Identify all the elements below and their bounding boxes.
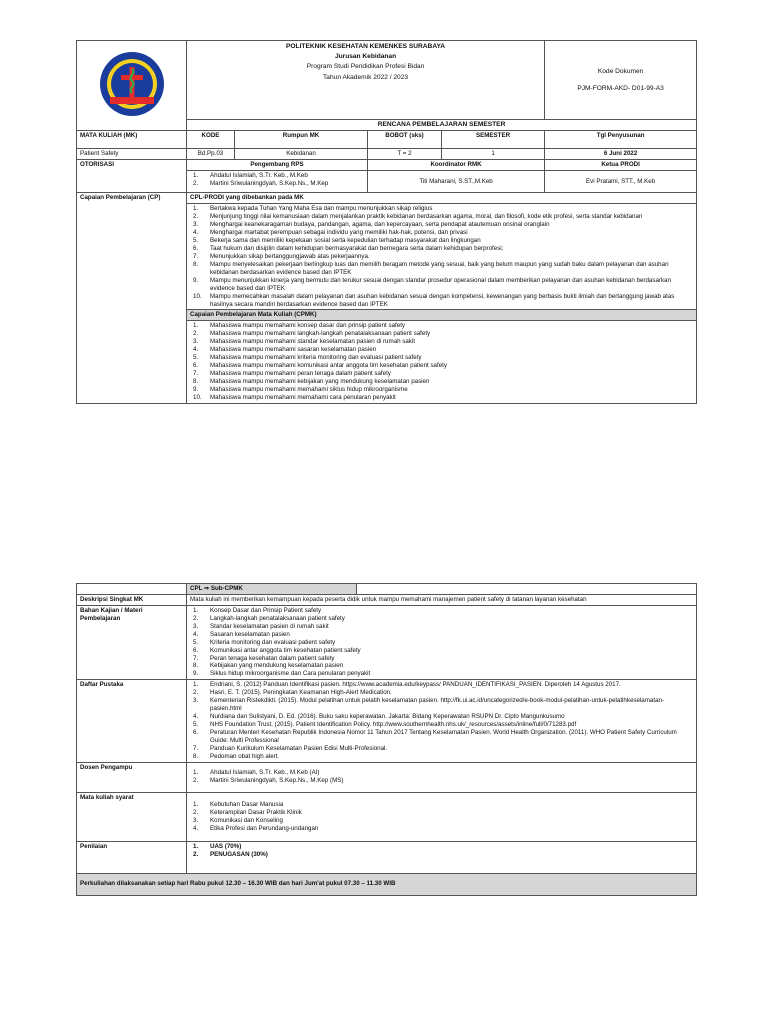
pustaka-item: 5. NHS Foundation Trust. (2015). Patient Identification Policy. http://www.southernhealth.nhs.uk/_resources/assets/inline/full/0/71283.pdf [193, 721, 577, 728]
pustaka-item: 2. Hasri, E. T. (2015). Peningkatan Keamanan High-Alert Medication. [193, 689, 392, 697]
blank-cell [77, 584, 187, 595]
course-kode: Bd.Pp.03 [187, 149, 235, 160]
cpl-prodi-item: 4. Menghargai martabat perempuan sebagai individu yang memiliki hak-hak, potensi, dan privasi [193, 229, 468, 237]
department-name: Jurusan Kebidanan [334, 53, 397, 61]
pustaka-label: Daftar Pustaka [77, 680, 187, 762]
bahan-item: 6. Komunikasi antar anggota tim kesehatan patient safety [193, 646, 361, 654]
schedule-note: Perkuliahan dilaksanakan setiap hari Rabu pukul 12.30 – 16.30 WIB dan hari Jum'at pukul 07.30 – 11.30 WIB [77, 873, 697, 895]
syarat-list [187, 792, 697, 841]
course-tgl: 6 Juni 2022 [545, 149, 697, 160]
pustaka-item: 8. Pedoman obat high alert. [193, 752, 280, 760]
cpl-prodi-list [187, 204, 697, 310]
cpmk-item: 9. Mahasiswa mampu memahami memahami siklus hidup mikroorganisme [193, 385, 408, 393]
bahan-item: 2. Langkah-langkah penatalaksanaan patient safety [193, 614, 345, 622]
cpl-prodi-item: 5. Bekerja sama dan memiliki kepekaan sosial serta kepedulian terhadap masyarakat dan lingkungan [193, 237, 481, 244]
cpmk-item: 2. Mahasiswa mampu memahami langkah-langkah penatalaksanaan patient safety [193, 330, 431, 338]
blank-cell [357, 584, 697, 595]
syarat-item: 1. Kebutuhan Dasar Manusia [193, 800, 284, 808]
rps-detail-table [76, 583, 697, 896]
penilaian-list [187, 841, 697, 873]
col-kode: KODE [187, 131, 235, 149]
bahan-item: 5. Kriteria monitoring dan evaluasi patient safety [193, 638, 336, 646]
academic-year: Tahun Akademik 2022 / 2023 [323, 73, 409, 81]
cpmk-item: 1. Mahasiswa mampu memahami konsep dasar dan prinsip patient safety [193, 322, 406, 330]
ketua-name: Evi Pratami, STT., M.Keb [545, 171, 697, 193]
poltekkes-logo [99, 51, 165, 117]
penilaian-item: 1. UAS (70%) [193, 842, 242, 850]
dosen-list [187, 762, 697, 792]
rps-header-table [76, 40, 697, 404]
penilaian-label: Penilaian [77, 841, 187, 873]
col-semester: SEMESTER [442, 131, 545, 149]
pengembang-label: Pengembang RPS [187, 160, 368, 171]
bahan-label: Bahan Kajian / Materi Pembelajaran [77, 605, 187, 679]
cpl-sub-label: CPL ⇒ Sub-CPMK [187, 584, 357, 595]
cpmk-item: 7. Mahasiswa mampu memahami peran tenaga dalam patient safety [193, 370, 391, 377]
cpl-prodi-item: 1. Bertakwa kepada Tuhan Yang Maha Esa dan mampu menunjukkan sikap religius [193, 205, 433, 213]
cp-label: Capaian Pembelajaran (CP) [77, 193, 187, 403]
bahan-item: 7. Peran tenaga kesehatan dalam patient safety [193, 654, 335, 662]
cpl-prodi-item: 2. Menjunjung tinggi nilai kemanusiaan dalam menjalankan praktik kebidanan berdasarkan agama, moral, dan filosofi, kode etik profesi, serta standar kebidanan [193, 213, 643, 221]
cpl-prodi-item: 7. Menunjukkan sikap bertanggungjawab atas pekerjaannya. [193, 252, 370, 260]
course-name: Patient Safety [77, 149, 187, 160]
dosen-item: 1. Ahdatul Islamiah, S.Tr. Keb., M.Keb (AI) [193, 769, 320, 777]
course-rumpun: Kebidanan [235, 149, 368, 160]
syarat-item: 2. Keterampilan Dasar Praktik Klinik [193, 808, 302, 816]
bahan-item: 1. Konsep Dasar dan Prinsip Patient safety [193, 606, 322, 614]
course-semester: 1 [442, 149, 545, 160]
cpl-prodi-item: 8. Mampu menyelesaikan pekerjaan berlingkup luas dan memilih beragam metode yang sesuai, baik yang belum maupun yang sudah baku dalam pelayanan dan asuhan kebidanan berdasarkan evidence based dan IPTEK [193, 260, 669, 276]
pengembang-list [187, 171, 368, 193]
deskripsi-text: Mata kuliah ini memberikan kemampuan kepada peserta didik untuk mampu memahami manajemen patient safety di tatanan layanan kesehatan [187, 594, 697, 605]
cpmk-item: 8. Mahasiswa mampu memahami kebijakan yang mendukung keselamatan pasien [193, 377, 430, 385]
bahan-item: 4. Sasaran keselamatan pasien [193, 630, 290, 638]
col-mk: MATA KULIAH (MK) [77, 131, 187, 149]
col-rumpun: Rumpun MK [235, 131, 368, 149]
cpl-prodi-item: 3. Menghargai keanekaragaman budaya, pandangan, agama, dan kepercayaan, serta pendapat atautemuan orisinal oranglain [193, 221, 550, 229]
doc-code: PJM-FORM-AKD- D01-99-A3 [577, 85, 664, 92]
col-bobot: BOBOT (sks) [368, 131, 442, 149]
pustaka-item: 6. Peraturan Menteri Kesehatan Republik Indonesia Nomor 11 Tahun 2017 Tentang Keselamatan Pasien. World Health Organization. (2011). WHO Patient Safety Curriculum Guide: Multi Professional [193, 728, 677, 744]
deskripsi-label: Deskripsi Singkat MK [77, 594, 187, 605]
otorisasi-label: OTORISASI [77, 160, 187, 193]
col-tgl: Tgl Penyusunan [545, 131, 697, 149]
cpl-prodi-item: 9. Mampu menunjukkan kinerja yang bermutu dan terukur sesuai dengan standar prosedur operasional dalam memberikan pelayanan dan asuhan kebidanan berdasarkan evidence based dan IPTEK [193, 276, 671, 292]
logo-cell [77, 41, 187, 131]
course-bobot: T = 2 [368, 149, 442, 160]
cpl-prodi-item: 10. Mampu memecahkan masalah dalam pelayanan dan asuhan kebidanan sesuai dengan kompetensi, kewenangan yang berbasis bukti ilmiah dan bertanggung jawab atas hasilnya secara mandiri berdasarkan evidence based dan IPTEK [193, 292, 675, 308]
pustaka-item: 4. Nurdiana dan Sulistyani, D. Ed. (2016). Buku saku keperawatan. Jakarta: Bidang Keperawatan RSUPN Dr. Cipto Mangunkusumo [193, 713, 565, 721]
pengembang-item: 1. Ahdatul Islamiah, S.Tr. Keb., M.Keb [193, 172, 308, 180]
pustaka-item: 1. Endriani, S. (2012) Panduan Identifikasi pasien. https://www.academia.edu/keypass/ PANDUAN_IDENTIFIKASI_PASIEN. Diperoleh 14 Agustus 2017. [193, 681, 621, 689]
cpmk-item: 5. Mahasiswa mampu memahami kriteria monitoring dan evaluasi patient safety [193, 354, 422, 362]
syarat-label: Mata kuliah syarat [77, 792, 187, 841]
bahan-item: 9. Siklus hidup mikroorganisme dan Cara penularan penyakit [193, 670, 371, 678]
cpmk-item: 6. Mahasiswa mampu memahami komunikasi antar anggota tim kesehatan patient safety [193, 362, 447, 370]
penilaian-item: 2. PENUGASAN (30%) [193, 850, 268, 858]
koordinator-label: Koordinator RMK [368, 160, 545, 171]
cpl-prodi-label: CPL-PRODI yang dibebankan pada MK [187, 193, 697, 204]
doc-code-cell [545, 41, 697, 120]
dosen-label: Dosen Pengampu [77, 762, 187, 792]
pustaka-item: 7. Panduan Kurikulum Keselamatan Pasien Edisi Multi-Profesional. [193, 744, 388, 752]
syarat-item: 4. Etika Profesi dan Perundang-undangan [193, 824, 319, 832]
dosen-item: 2. Martini Sriwulaningdyah, S.Kep.Ns., M.Kep (MS) [193, 777, 344, 785]
cpl-prodi-item: 6. Taat hukum dan disiplin dalam kehidupan bermasyarakat dan bernegara serta dalam kehidupan berprofesi; [193, 244, 504, 252]
institution-block [187, 41, 545, 120]
cpmk-item: 3. Mahasiswa mampu memahami standar keselamatan pasien di rumah sakit [193, 338, 415, 346]
rps-title: RENCANA PEMBELAJARAN SEMESTER [187, 120, 697, 131]
cpmk-item: 4. Mahasiswa mampu memahami sasaran keselamatan pasien [193, 346, 377, 354]
doc-code-label: Kode Dokumen [597, 67, 644, 75]
cpmk-item: 10. Mahasiswa mampu memahami memahami cara penularan penyakit [193, 393, 396, 401]
pustaka-item: 3. Kementerian Ristekdikti. (2015). Modul pelatihan untuk pelatih keselamatan pasien. http://fk.ui.ac.id/uncategorized/e-book-modul-pelatihan-untuk-pelatihkeselamatan-pasien.html [193, 697, 665, 713]
cpmk-label: Capaian Pembelajaran Mata Kuliah (CPMK) [187, 310, 697, 321]
pustaka-list [187, 680, 697, 762]
program-name: Program Studi Pendidikan Profesi Bidan [306, 63, 425, 71]
koordinator-name: Titi Maharani, S.ST.,M.Keb [368, 171, 545, 193]
bahan-item: 8. Kebijakan yang mendukung keselamatan pasien [193, 662, 344, 670]
ketua-label: Ketua PRODI [545, 160, 697, 171]
institution-name: POLITEKNIK KESEHATAN KEMENKES SURABAYA [286, 43, 446, 50]
syarat-item: 3. Komunikasi dan Konseling [193, 816, 283, 824]
cpmk-list [187, 321, 697, 403]
bahan-item: 3. Standar keselamatan pasien di rumah sakit [193, 622, 329, 630]
bahan-list [187, 605, 697, 679]
pengembang-item: 2. Martini Sriwulaningdyah, S.Kep.Ns., M.Kep [193, 180, 329, 188]
